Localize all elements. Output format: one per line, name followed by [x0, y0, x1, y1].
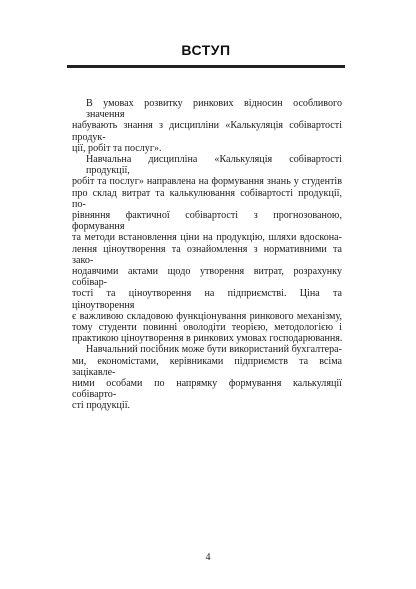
text-line: про склад витрат та калькулювання собівартості продукції, по- [72, 187, 342, 210]
text-line: нодавчими актами щодо утворення витрат, розрахунку собівар- [72, 266, 342, 289]
text-line: ними особами по напрямку формування калькуляції собіварто- [72, 378, 342, 401]
text-line: рівняння фактичної собівартості з прогнозованою, формування [72, 210, 342, 233]
text-line: Навчальна дисципліна «Калькуляція собівартості продукції, [86, 154, 342, 177]
paragraph-1 [72, 98, 342, 154]
page-title: ВСТУП [181, 42, 231, 58]
paragraph-2 [72, 154, 342, 344]
text-line: та методи встановлення ціни на продукцію, шляхи вдоскона- [72, 232, 342, 244]
text-line: лення ціноутворення та ознайомлення з нормативними та зако- [72, 243, 342, 266]
text-line: робіт та послуг» направлена на формування знань у студентів [72, 176, 342, 188]
text-line: ми, економістами, керівниками підприємств та всіма зацікавле- [72, 355, 342, 378]
text-line: практикою ціноутворення в ринкових умовах господарювання. [72, 333, 343, 345]
text-line: сті продукції. [72, 400, 131, 412]
header-rule [67, 65, 345, 68]
text-line: тому студенти повинні оволодіти теорією, методологією і [72, 322, 342, 334]
text-line: тості та ціноутворення на підприємстві. Ціна та ціноутворення [72, 288, 342, 311]
paragraph-3 [72, 344, 342, 411]
page-number: 4 [205, 552, 211, 563]
page-header [67, 36, 345, 70]
text-line: набувають знання з дисципліни «Калькуляція собівартості продук- [72, 120, 342, 143]
text-line: Навчальний посібник може бути використаний бухгалтера- [86, 344, 342, 356]
text-line: ції, робіт та послуг». [72, 142, 162, 154]
body-text [72, 98, 342, 412]
text-line: є важливою складовою функціонування ринкового механізму, [72, 310, 342, 322]
text-line: В умовах розвитку ринкових відносин особливого значення [86, 98, 342, 121]
